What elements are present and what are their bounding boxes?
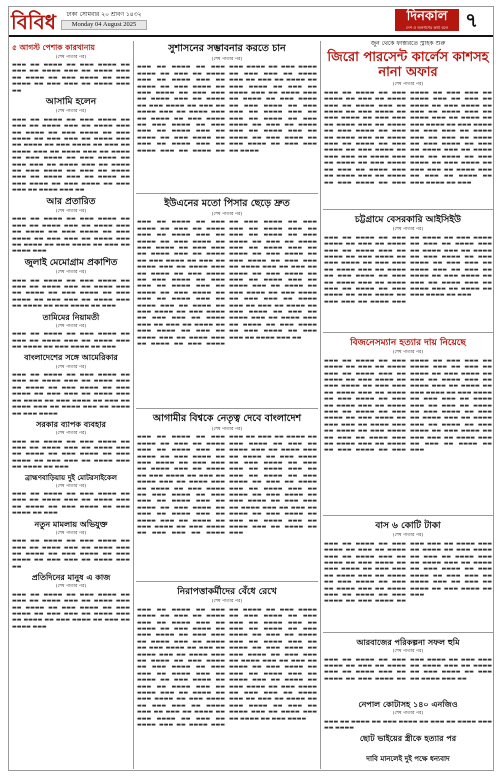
article-body: ▬▬▬ ▬▬ ▬▬▬▬ ▬▬ ▬▬▬ ▬▬▬▬ ▬▬ ▬▬▬ ▬▬ ▬▬▬▬ ▬▬▬ ▬▬ ▬▬▬▬ ▬▬▬ ▬▬ ▬▬▬▬ ▬▬ ▬▬▬ ▬▬▬▬ ▬▬ ▬▬▬ ▬▬▬▬ ▬▬ ▬▬▬ ▬▬▬ ▬▬ ▬▬▬▬ ▬▬▬ ▬▬ ▬▬▬▬ ▬▬ ▬▬▬ ▬▬▬▬ ▬▬ ▬▬▬ ▬▬ ▬▬▬▬ ▬▬▬ [12, 216, 130, 255]
headline-rescue: দাবি মানলেই দুই পক্ষে ধন্যবাদ [366, 755, 450, 763]
section-tag: বিবিধ [11, 10, 56, 34]
byline: (শেষ পাতার পর) [55, 483, 87, 489]
article-body: ▬▬▬ ▬▬ ▬▬▬▬ ▬▬ ▬▬▬ ▬▬▬▬ ▬▬ ▬▬▬ ▬▬ ▬▬▬▬ ▬▬▬ ▬▬ ▬▬▬▬ ▬▬▬ ▬▬ ▬▬▬▬ ▬▬ ▬▬▬ ▬▬▬▬ ▬▬ ▬▬▬ ▬▬▬▬ ▬▬ ▬▬▬ ▬▬▬ ▬▬ ▬▬▬▬ ▬▬▬ ▬▬ ▬▬▬▬ ▬▬ ▬▬▬ [12, 438, 130, 471]
headline-nepal: নেপাল কোটাসহ ১৪০ এনজিও [358, 700, 458, 709]
logo-tagline: দেশ ও জনগণের কথা বলে [405, 25, 449, 30]
article-body: ▬▬▬ ▬▬ ▬▬▬▬ ▬▬ ▬▬▬ ▬▬▬▬ ▬▬ ▬▬▬ ▬▬ ▬▬▬▬ ▬▬▬ ▬▬ ▬▬▬▬ [324, 718, 492, 729]
article-body: ▬▬▬ ▬▬ ▬▬▬▬ ▬▬ ▬▬▬ ▬▬▬▬ ▬▬ ▬▬▬ ▬▬ ▬▬▬▬ ▬▬▬ ▬▬ ▬▬▬▬ ▬▬▬ ▬▬ ▬▬▬▬ ▬▬ ▬▬▬ ▬▬▬▬ ▬▬ ▬▬▬ ▬▬▬▬ ▬▬ ▬▬▬ ▬▬▬ ▬▬ ▬▬▬▬ ▬▬▬ ▬▬ [12, 62, 130, 94]
byline: (শেষ পাতার পর) [392, 350, 424, 356]
headline-accused: আসামি হলেন [45, 97, 97, 108]
date-bangla: ঢাকা সোমবার ২০ শ্রাবণ ১৪৩২ [66, 11, 142, 18]
article-body: ▬▬▬ ▬▬ ▬▬▬▬ ▬▬ ▬▬▬ ▬▬▬▬ ▬▬ ▬▬▬ ▬▬ ▬▬▬▬ ▬▬▬ ▬▬ ▬▬▬▬ ▬▬▬ ▬▬ ▬▬▬▬ ▬▬ ▬▬▬ ▬▬▬▬ ▬▬ ▬▬▬ ▬▬▬▬ ▬▬ ▬▬▬ ▬▬▬ ▬▬ ▬▬▬▬ ▬▬▬ ▬▬ ▬▬▬▬ ▬▬ ▬▬▬ ▬▬▬▬ ▬▬ ▬▬▬ ▬▬ ▬▬▬▬ ▬▬▬ ▬▬ ▬▬▬▬ ▬▬▬ ▬▬ ▬▬▬▬ ▬▬ ▬▬▬ ▬▬▬▬ ▬▬ ▬▬▬ ▬▬▬▬ ▬▬ ▬▬▬ ▬▬▬ ▬▬ ▬▬▬▬ ▬▬▬ ▬▬ ▬▬▬▬ ▬▬ ▬▬▬ ▬▬▬▬ ▬▬ ▬▬▬ ▬▬ ▬▬▬▬ ▬▬▬ ▬▬ ▬▬▬▬ ▬▬▬ ▬▬ ▬▬▬▬ ▬▬ ▬▬▬ ▬▬▬▬ ▬▬ ▬▬▬ ▬▬▬▬ ▬▬ ▬▬▬ ▬▬▬ ▬▬ ▬▬▬▬ ▬▬▬ ▬▬ ▬▬▬ ▬▬ ▬▬▬▬ ▬▬ ▬▬▬ ▬▬▬▬ ▬▬ ▬▬▬ [324, 540, 492, 605]
headline-leadership: আগামীর বিশ্বকে নেতৃত্ব দেবে বাংলাদেশ [152, 413, 302, 424]
story-rescue [324, 752, 492, 769]
headline-reform: সুশাসনের সম্ভাবনার করতে চান [168, 43, 286, 54]
byline: (শেষ পাতার পর) [211, 211, 243, 217]
article-body: ▬▬▬ ▬▬ ▬▬▬▬ ▬▬ ▬▬▬ ▬▬▬▬ ▬▬ ▬▬▬ ▬▬ ▬▬▬▬ ▬▬▬ ▬▬ ▬▬▬▬ ▬▬▬ ▬▬ ▬▬▬▬ ▬▬ ▬▬▬ ▬▬▬▬ ▬▬ ▬▬▬ ▬▬▬▬ ▬▬ ▬▬▬ ▬▬▬ ▬▬ ▬▬▬▬ ▬▬▬ ▬▬ ▬▬▬▬ ▬▬ ▬▬▬ ▬▬▬▬ ▬▬ ▬▬▬ ▬▬ ▬▬▬▬ ▬▬▬ ▬▬ ▬▬▬▬ ▬▬▬ ▬▬ ▬▬▬▬ ▬▬ ▬▬▬ ▬▬▬▬ [12, 372, 130, 417]
headline-killing: ৫ আগস্ট পেশাক কারখানায় [12, 43, 95, 52]
headline-lead: জিরো পারসেন্ট কার্লেস কাশসহ নানা অফার [327, 50, 489, 81]
headline-hasina: বাংলাদেশের সঙ্গে আমেরিকার [24, 353, 118, 363]
story-crore [324, 518, 492, 630]
headline-brahman: ব্রাহ্মণবাড়িয়ায় দুই মোটরসাইকেল [25, 473, 117, 482]
headline-bank: আরবাজের পরিকল্পনা সফল হুমি [356, 638, 460, 647]
lead-kicker: জুন থেকে ফাক্টরিতে স্ট্রাইক শুরু [370, 41, 446, 47]
headline-ctg: চট্টগ্রামে বেসরকারি আইসিইউ [354, 215, 462, 225]
date-english: Monday 04 August 2025 [61, 20, 147, 30]
byline: (শেষ পাতার পর) [55, 584, 87, 590]
section-divider [323, 332, 494, 333]
date-strip [61, 11, 147, 30]
masthead-rule [9, 35, 494, 37]
byline: (শেষ পাতার পর) [55, 530, 87, 536]
newspaper-page [8, 6, 494, 771]
article-body: ▬▬▬ ▬▬ ▬▬▬▬ ▬▬ ▬▬▬ ▬▬▬▬ ▬▬ ▬▬▬ ▬▬ ▬▬▬▬ ▬▬▬ ▬▬ ▬▬▬▬ ▬▬▬ ▬▬ ▬▬▬▬ ▬▬ ▬▬▬ ▬▬▬▬ ▬▬ ▬▬▬ ▬▬▬▬ ▬▬ ▬▬▬ ▬▬▬ ▬▬ ▬▬▬▬ ▬▬▬ ▬▬ ▬▬▬▬ ▬▬ ▬▬▬ ▬▬▬▬ ▬▬ ▬▬▬ ▬▬ ▬▬▬▬ ▬▬▬ ▬▬ ▬▬▬▬ ▬▬▬ ▬▬ ▬▬▬▬ ▬▬ ▬▬▬ ▬▬▬▬ ▬▬ ▬▬▬ ▬▬▬▬ ▬▬ ▬▬▬ ▬▬▬ ▬▬ ▬▬▬▬ ▬▬▬ ▬▬ ▬▬▬▬ ▬▬ ▬▬▬ ▬▬▬▬ ▬▬ ▬▬▬ ▬▬ ▬▬▬▬ ▬▬▬ ▬▬ ▬▬▬▬ ▬▬▬ ▬▬ ▬▬▬▬ ▬▬ ▬▬▬ ▬▬▬▬ ▬▬ ▬▬▬ ▬▬▬▬ ▬▬ ▬▬▬ ▬▬▬ ▬▬ ▬▬▬▬ ▬▬▬ ▬▬ ▬▬▬ ▬▬ ▬▬▬▬ ▬▬ ▬▬▬ ▬▬▬▬ ▬▬ ▬▬▬ ▬▬ ▬▬▬▬ ▬▬▬ ▬▬ ▬▬▬▬ ▬▬▬ ▬▬ ▬▬▬▬ ▬▬ ▬▬▬ ▬▬▬▬ ▬▬ ▬▬▬ ▬▬▬▬ ▬▬ ▬▬▬ ▬▬▬ ▬▬ ▬▬▬▬ ▬▬▬ ▬▬ ▬▬▬ ▬▬ ▬▬▬▬ ▬▬ ▬▬▬ ▬▬▬▬ ▬▬ ▬▬▬ ▬▬ ▬▬▬▬ ▬▬▬ ▬▬ ▬▬▬▬ ▬▬▬ ▬▬ ▬▬▬▬ ▬▬ ▬▬▬ ▬▬▬▬ ▬▬ ▬▬▬ ▬▬▬▬ ▬▬ ▬▬▬ ▬▬▬ ▬▬ ▬▬▬▬ ▬▬▬ ▬▬ ▬▬▬ ▬▬ ▬▬▬▬ ▬▬ ▬▬▬ ▬▬▬▬ ▬▬ ▬▬▬ [324, 89, 492, 186]
byline: (শেষ পাতার পর) [392, 533, 424, 539]
article-body: ▬▬▬ ▬▬ ▬▬▬▬ ▬▬ ▬▬▬ ▬▬▬▬ ▬▬ ▬▬▬ ▬▬ ▬▬▬▬ ▬▬▬ ▬▬ ▬▬▬▬ ▬▬▬ ▬▬ ▬▬▬▬ ▬▬ ▬▬▬ ▬▬▬▬ ▬▬ ▬▬▬ ▬▬▬▬ ▬▬ ▬▬▬ ▬▬▬ ▬▬ ▬▬▬▬ ▬▬▬ ▬▬ ▬▬▬▬ ▬▬ ▬▬▬ ▬▬▬▬ ▬▬ ▬▬▬ ▬▬ ▬▬▬▬ ▬▬▬ [12, 591, 130, 630]
headline-murder: বিজনেসম্যান হত্যার দায় নিয়েছে [350, 338, 466, 348]
article-body: ▬▬▬ ▬▬ ▬▬▬▬ ▬▬ ▬▬▬ ▬▬▬▬ ▬▬ ▬▬▬ ▬▬ ▬▬▬▬ ▬▬▬ ▬▬ ▬▬▬▬ ▬▬▬ ▬▬ ▬▬▬▬ ▬▬ ▬▬▬ ▬▬▬▬ ▬▬ ▬▬▬ ▬▬▬▬ ▬▬ ▬▬▬ ▬▬▬ ▬▬ ▬▬▬▬ ▬▬▬ ▬▬ ▬▬▬▬ ▬▬ ▬▬▬ ▬▬▬▬ ▬▬ ▬▬▬ ▬▬ ▬▬▬▬ ▬▬▬ ▬▬ ▬▬▬▬ ▬▬▬ ▬▬ ▬▬▬▬ ▬▬ ▬▬▬ ▬▬▬▬ ▬▬ ▬▬▬ ▬▬▬▬ ▬▬ ▬▬▬ ▬▬▬ ▬▬ ▬▬▬▬ ▬▬▬ ▬▬ ▬▬▬▬ ▬▬ ▬▬▬ ▬▬▬▬ ▬▬ ▬▬▬ ▬▬ ▬▬▬▬ ▬▬▬ ▬▬ ▬▬▬▬ ▬▬▬ ▬▬ ▬▬▬▬ ▬▬ ▬▬▬ ▬▬▬▬ ▬▬ ▬▬▬ ▬▬▬▬ ▬▬ ▬▬▬ ▬▬▬ ▬▬ ▬▬▬▬ ▬▬▬ ▬▬ ▬▬▬ ▬▬ ▬▬▬▬ ▬▬ ▬▬▬ ▬▬▬▬ ▬▬ ▬▬▬ ▬▬ ▬▬▬▬ ▬▬▬ ▬▬ ▬▬▬▬ ▬▬▬ ▬▬ ▬▬▬▬ ▬▬ ▬▬▬ ▬▬▬▬ ▬▬ ▬▬▬ ▬▬▬▬ ▬▬ ▬▬▬ ▬▬▬ ▬▬ ▬▬▬▬ ▬▬▬ ▬▬ ▬▬▬ ▬▬ ▬▬▬▬ ▬▬ ▬▬▬ ▬▬▬▬ ▬▬ ▬▬▬ ▬▬ ▬▬▬▬ ▬▬▬ ▬▬ ▬▬▬▬ ▬▬▬ ▬▬ ▬▬▬▬ ▬▬ ▬▬▬ ▬▬▬▬ ▬▬ ▬▬▬ ▬▬▬▬ ▬▬ ▬▬▬ ▬▬▬ ▬▬ ▬▬▬▬ ▬▬▬ ▬▬ ▬▬▬ ▬▬ ▬▬▬▬ ▬▬ ▬▬▬ ▬▬▬▬ ▬▬ ▬▬▬ ▬▬ ▬▬▬▬ ▬▬▬ ▬▬ ▬▬▬▬ ▬▬▬ ▬▬ ▬▬▬▬ ▬▬ ▬▬▬ ▬▬▬▬ ▬▬ ▬▬▬ ▬▬▬▬ ▬▬ ▬▬▬ ▬▬▬ ▬▬ ▬▬▬▬ ▬▬▬ ▬▬ ▬▬▬ ▬▬ ▬▬▬▬ ▬▬ ▬▬▬ ▬▬▬▬ ▬▬ ▬▬▬ ▬▬ ▬▬▬▬ ▬▬▬ ▬▬ ▬▬▬▬ ▬▬▬ ▬▬ ▬▬▬▬ ▬▬ ▬▬▬ ▬▬▬▬ [137, 606, 317, 729]
section-divider [323, 209, 494, 210]
article-body: ▬▬▬ ▬▬ ▬▬▬▬ ▬▬ ▬▬▬ ▬▬▬▬ ▬▬ ▬▬▬ ▬▬ ▬▬▬▬ ▬▬▬ ▬▬ ▬▬▬▬ ▬▬▬ ▬▬ ▬▬▬▬ ▬▬ ▬▬▬ ▬▬▬▬ ▬▬ ▬▬▬ ▬▬▬▬ ▬▬ ▬▬▬ ▬▬▬ ▬▬ ▬▬▬▬ ▬▬▬ ▬▬ ▬▬▬▬ ▬▬ ▬▬▬ ▬▬▬▬ ▬▬ ▬▬▬ [12, 277, 130, 310]
byline: (শেষ পাতার পর) [211, 56, 243, 62]
story-ctg [324, 212, 492, 330]
section-divider [136, 581, 318, 582]
column-divider [320, 41, 321, 769]
headline-floods: ছোট ভাইয়ের স্ত্রীকে হত্যার পর [359, 734, 457, 743]
article-body: ▬▬▬ ▬▬ ▬▬▬▬ ▬▬ ▬▬▬ ▬▬▬▬ ▬▬ ▬▬▬ ▬▬ ▬▬▬▬ ▬▬▬ ▬▬ ▬▬▬▬ ▬▬▬ ▬▬ ▬▬▬▬ ▬▬ ▬▬▬ ▬▬▬▬ ▬▬ ▬▬▬ ▬▬▬▬ ▬▬ ▬▬▬ [12, 490, 130, 517]
headline-pratik: প্রতিদিনের মানুষ এ কাজ [31, 573, 111, 583]
column-left [12, 41, 130, 769]
logo-text: দিনকাল [406, 9, 448, 24]
section-divider [323, 632, 494, 633]
byline: (শেষ পাতার পর) [55, 323, 87, 329]
story-bank [324, 635, 492, 695]
story-murder [324, 335, 492, 513]
story-interim [137, 196, 317, 406]
story-nepal [324, 697, 492, 729]
byline: (শেষ পাতার পর) [211, 426, 243, 432]
byline: (শেষ পাতার পর) [211, 599, 243, 605]
headline-security: নিরাপত্তাকর্মীদের বেঁধে রেখে [177, 587, 277, 597]
story-floods [324, 731, 492, 751]
story-reform [137, 41, 317, 191]
byline: (শেষ পাতার পর) [55, 54, 87, 60]
headline-july: জুলাই মেমোগ্রাম প্রকাশিত [24, 257, 118, 268]
article-body: ▬▬▬ ▬▬ ▬▬▬▬ ▬▬ ▬▬▬ ▬▬▬▬ ▬▬ ▬▬▬ ▬▬ ▬▬▬▬ ▬▬▬ ▬▬ ▬▬▬▬ ▬▬▬ ▬▬ ▬▬▬▬ ▬▬ ▬▬▬ ▬▬▬▬ ▬▬ ▬▬▬ ▬▬▬▬ ▬▬ ▬▬▬ ▬▬▬ ▬▬ ▬▬▬▬ ▬▬▬ ▬▬ [12, 538, 130, 570]
byline: (শেষ পাতার পর) [392, 82, 424, 88]
story-leadership [137, 411, 317, 579]
article-body: ▬▬▬ ▬▬ ▬▬▬▬ ▬▬ ▬▬▬ ▬▬▬▬ ▬▬ ▬▬▬ ▬▬ ▬▬▬▬ ▬▬▬ ▬▬ ▬▬▬▬ ▬▬▬ ▬▬ ▬▬▬▬ ▬▬ ▬▬▬ ▬▬▬▬ ▬▬ ▬▬▬ ▬▬▬▬ ▬▬ ▬▬▬ ▬▬▬ ▬▬ ▬▬▬▬ ▬▬▬ ▬▬ ▬▬▬▬ ▬▬ ▬▬▬ ▬▬▬▬ ▬▬ ▬▬▬ ▬▬ ▬▬▬▬ ▬▬▬ ▬▬ ▬▬▬▬ ▬▬▬ ▬▬ ▬▬▬▬ ▬▬ ▬▬▬ ▬▬▬▬ ▬▬ ▬▬▬ ▬▬▬▬ ▬▬ ▬▬▬ ▬▬▬ ▬▬ ▬▬▬▬ ▬▬▬ ▬▬ ▬▬▬▬ ▬▬ ▬▬▬ ▬▬▬▬ ▬▬ ▬▬▬ ▬▬ ▬▬▬▬ ▬▬▬ ▬▬ ▬▬▬▬ ▬▬▬ ▬▬ ▬▬▬▬ ▬▬ ▬▬▬ ▬▬▬▬ ▬▬ ▬▬▬ ▬▬▬▬ ▬▬ ▬▬▬ ▬▬▬ ▬▬ ▬▬▬▬ ▬▬▬ ▬▬ ▬▬▬ ▬▬ ▬▬▬▬ ▬▬ ▬▬▬ ▬▬▬▬ ▬▬ ▬▬▬ ▬▬ ▬▬▬▬ ▬▬▬ ▬▬ ▬▬▬▬ ▬▬▬ ▬▬ ▬▬▬▬ ▬▬ ▬▬▬ ▬▬▬▬ ▬▬ ▬▬▬ ▬▬▬▬ ▬▬ ▬▬▬ ▬▬▬ ▬▬ ▬▬▬▬ ▬▬▬ ▬▬ ▬▬▬ ▬▬ ▬▬▬▬ ▬▬ ▬▬▬ ▬▬▬▬ ▬▬ ▬▬▬ ▬▬ ▬▬▬▬ ▬▬▬ ▬▬ ▬▬▬▬ ▬▬▬ ▬▬ ▬▬▬▬ ▬▬ ▬▬▬ ▬▬▬▬ ▬▬ ▬▬▬ ▬▬▬▬ ▬▬ ▬▬▬ ▬▬▬ ▬▬ ▬▬▬▬ ▬▬▬ ▬▬ ▬▬▬ ▬▬ ▬▬▬▬ ▬▬ ▬▬▬ ▬▬▬▬ ▬▬ ▬▬▬ ▬▬ ▬▬▬▬ ▬▬▬ ▬▬ ▬▬▬▬ ▬▬▬ ▬▬ ▬▬▬▬ ▬▬ ▬▬▬ [137, 434, 317, 537]
section-divider [136, 408, 318, 409]
byline: (শেষ পাতার পর) [55, 109, 87, 115]
byline: (শেষ পাতার পর) [392, 711, 424, 717]
byline: (শেষ পাতার পর) [392, 227, 424, 233]
article-body: ▬▬▬ ▬▬ ▬▬▬▬ ▬▬ ▬▬▬ ▬▬▬▬ ▬▬ ▬▬▬ ▬▬ ▬▬▬▬ ▬▬▬ ▬▬ ▬▬▬▬ ▬▬▬ ▬▬ ▬▬▬▬ ▬▬ ▬▬▬ ▬▬▬▬ ▬▬ ▬▬▬ ▬▬▬▬ ▬▬ ▬▬▬ ▬▬▬ ▬▬ ▬▬▬▬ ▬▬▬ ▬▬ ▬▬▬▬ ▬▬ ▬▬▬ ▬▬▬▬ ▬▬ ▬▬▬ ▬▬ ▬▬▬▬ ▬▬▬ ▬▬ ▬▬▬▬ ▬▬▬ ▬▬ ▬▬▬▬ ▬▬ ▬▬▬ ▬▬▬▬ ▬▬ ▬▬▬ ▬▬▬▬ ▬▬ ▬▬▬ ▬▬▬ ▬▬ ▬▬▬▬ ▬▬▬ ▬▬ ▬▬▬▬ ▬▬ ▬▬▬ ▬▬▬▬ ▬▬ ▬▬▬ ▬▬ ▬▬▬▬ ▬▬▬ ▬▬ ▬▬▬▬ ▬▬▬ ▬▬ ▬▬▬▬ ▬▬ ▬▬▬ ▬▬▬▬ ▬▬ ▬▬▬ ▬▬▬▬ ▬▬ ▬▬▬ ▬▬▬ ▬▬ ▬▬▬▬ ▬▬▬ ▬▬ ▬▬▬ ▬▬ ▬▬▬▬ ▬▬ ▬▬▬ ▬▬▬▬ ▬▬ ▬▬▬ ▬▬ ▬▬▬▬ ▬▬▬ ▬▬ ▬▬▬▬ ▬▬▬ ▬▬ ▬▬▬▬ ▬▬ ▬▬▬ ▬▬▬▬ ▬▬ ▬▬▬ ▬▬▬▬ ▬▬ ▬▬▬ ▬▬▬ ▬▬ ▬▬▬▬ ▬▬▬ ▬▬ ▬▬▬ ▬▬ ▬▬▬▬ ▬▬ ▬▬▬ ▬▬▬▬ ▬▬ ▬▬▬ ▬▬ ▬▬▬▬ ▬▬▬ ▬▬ ▬▬▬▬ ▬▬▬ ▬▬ ▬▬▬▬ ▬▬ ▬▬▬ ▬▬▬▬ ▬▬ ▬▬▬ ▬▬▬▬ ▬▬ ▬▬▬ ▬▬▬ ▬▬ ▬▬▬▬ ▬▬▬ ▬▬ ▬▬▬ ▬▬ ▬▬▬▬ ▬▬ ▬▬▬ ▬▬▬▬ ▬▬ ▬▬▬ ▬▬ ▬▬▬▬ ▬▬▬ ▬▬ ▬▬▬▬ ▬▬▬ ▬▬ ▬▬▬▬ ▬▬ ▬▬▬ ▬▬▬▬ ▬▬ ▬▬▬ ▬▬▬▬ ▬▬ ▬▬▬ ▬▬▬ ▬▬ ▬▬▬▬ ▬▬▬ ▬▬ ▬▬▬ ▬▬ ▬▬▬▬ ▬▬ ▬▬▬ ▬▬▬▬ ▬▬ ▬▬▬ ▬▬ ▬▬▬▬ ▬▬▬ ▬▬ ▬▬▬▬ ▬▬▬ ▬▬ ▬▬▬▬ ▬▬ ▬▬▬ ▬▬▬▬ ▬▬ ▬▬▬ ▬▬▬▬ ▬▬ ▬▬▬ ▬▬▬ ▬▬ ▬▬▬▬ ▬▬▬ ▬▬ [137, 219, 317, 348]
headline-cheating: আর প্রতারিত [46, 196, 96, 207]
byline: (শেষ পাতার পর) [55, 209, 87, 215]
headline-crore: বাস ৬ কোটি টাকা [375, 521, 441, 531]
headline-new-case: নতুন মামলায় অভিযুক্ত [34, 519, 108, 529]
headline-tamim: তামিমের নিয়ামতী [42, 312, 100, 322]
byline: (শেষ পাতার পর) [55, 270, 87, 276]
byline: (শেষ পাতার পর) [55, 431, 87, 437]
article-body: ▬▬▬ ▬▬ ▬▬▬▬ ▬▬ ▬▬▬ ▬▬▬▬ ▬▬ ▬▬▬ ▬▬ ▬▬▬▬ ▬▬▬ ▬▬ ▬▬▬▬ ▬▬▬ ▬▬ ▬▬▬▬ ▬▬ ▬▬▬ ▬▬▬▬ ▬▬ ▬▬▬ ▬▬▬▬ ▬▬ ▬▬▬ ▬▬▬ ▬▬ ▬▬▬▬ ▬▬▬ ▬▬ ▬▬▬▬ ▬▬ ▬▬▬ ▬▬▬▬ ▬▬ ▬▬▬ ▬▬ ▬▬▬▬ ▬▬▬ ▬▬ [324, 656, 492, 682]
article-body: ▬▬▬ ▬▬ ▬▬▬▬ ▬▬ ▬▬▬ ▬▬▬▬ ▬▬ ▬▬▬ ▬▬ ▬▬▬▬ ▬▬▬ ▬▬ ▬▬▬▬ ▬▬▬ ▬▬ ▬▬▬▬ ▬▬ ▬▬▬ ▬▬▬▬ ▬▬ ▬▬▬ ▬▬▬▬ ▬▬ ▬▬▬ ▬▬▬ ▬▬ ▬▬▬▬ ▬▬▬ ▬▬ ▬▬▬▬ ▬▬ ▬▬▬ ▬▬▬▬ ▬▬ ▬▬▬ ▬▬ ▬▬▬▬ ▬▬▬ ▬▬ ▬▬▬▬ ▬▬▬ ▬▬ ▬▬▬▬ ▬▬ ▬▬▬ ▬▬▬▬ ▬▬ ▬▬▬ ▬▬▬▬ ▬▬ ▬▬▬ ▬▬▬ ▬▬ ▬▬▬▬ ▬▬▬ ▬▬ ▬▬▬▬ ▬▬ ▬▬▬ ▬▬▬▬ ▬▬ ▬▬▬ ▬▬ ▬▬▬▬ ▬▬▬ ▬▬ ▬▬▬▬ ▬▬▬ ▬▬ ▬▬▬▬ ▬▬ ▬▬▬ ▬▬▬▬ ▬▬ ▬▬▬ ▬▬▬▬ ▬▬ ▬▬▬ ▬▬▬ ▬▬ ▬▬▬▬ ▬▬▬ ▬▬ ▬▬▬ ▬▬ ▬▬▬▬ ▬▬ ▬▬▬ ▬▬▬▬ ▬▬ ▬▬▬ ▬▬ ▬▬▬▬ ▬▬▬ ▬▬ ▬▬▬▬ ▬▬▬ ▬▬ ▬▬▬▬ ▬▬ ▬▬▬ ▬▬▬▬ ▬▬ ▬▬▬ ▬▬▬▬ ▬▬ ▬▬▬ ▬▬▬ ▬▬ ▬▬▬▬ ▬▬▬ ▬▬ ▬▬▬ ▬▬ ▬▬▬▬ ▬▬ ▬▬▬ ▬▬▬▬ ▬▬ ▬▬▬ ▬▬ ▬▬▬▬ ▬▬▬ ▬▬ ▬▬▬▬ ▬▬▬ ▬▬ ▬▬▬▬ ▬▬ ▬▬▬ ▬▬▬▬ ▬▬ ▬▬▬ ▬▬▬▬ ▬▬ ▬▬▬ ▬▬▬ ▬▬ ▬▬▬▬ ▬▬▬ ▬▬ ▬▬▬ ▬▬ ▬▬▬▬ ▬▬ ▬▬▬ [324, 357, 492, 454]
byline: (শেষ পাতার পর) [392, 649, 424, 655]
headline-drama: সরকার ব্যাপক ব্যবহার [36, 419, 106, 429]
headline-interim: ইউএনের মতো পিসার ছেড়ে দ্রুত [164, 198, 290, 209]
section-divider [136, 193, 318, 194]
article-body: ▬▬▬ ▬▬ ▬▬▬▬ ▬▬ ▬▬▬ ▬▬▬▬ ▬▬ ▬▬▬ ▬▬ ▬▬▬▬ ▬▬▬ ▬▬ ▬▬▬▬ ▬▬▬ ▬▬ ▬▬▬▬ ▬▬ ▬▬▬ ▬▬▬▬ ▬▬ ▬▬▬ [12, 331, 130, 351]
column-divider [133, 41, 134, 769]
article-body: ▬▬▬ ▬▬ ▬▬▬▬ ▬▬ ▬▬▬ ▬▬▬▬ ▬▬ ▬▬▬ ▬▬ ▬▬▬▬ ▬▬▬ ▬▬ ▬▬▬▬ ▬▬▬ ▬▬ ▬▬▬▬ ▬▬ ▬▬▬ ▬▬▬▬ ▬▬ ▬▬▬ ▬▬▬▬ ▬▬ ▬▬▬ ▬▬▬ ▬▬ ▬▬▬▬ ▬▬▬ ▬▬ ▬▬▬▬ ▬▬ ▬▬▬ ▬▬▬▬ ▬▬ ▬▬▬ ▬▬ ▬▬▬▬ ▬▬▬ ▬▬ ▬▬▬▬ ▬▬▬ ▬▬ ▬▬▬▬ ▬▬ ▬▬▬ ▬▬▬▬ ▬▬ ▬▬▬ ▬▬▬▬ ▬▬ ▬▬▬ ▬▬▬ ▬▬ ▬▬▬▬ ▬▬▬ ▬▬ ▬▬▬▬ ▬▬ ▬▬▬ ▬▬▬▬ ▬▬ ▬▬▬ ▬▬ ▬▬▬▬ ▬▬▬ ▬▬ ▬▬▬▬ ▬▬▬ ▬▬ ▬▬▬▬ ▬▬ ▬▬▬ ▬▬▬▬ ▬▬ ▬▬▬ ▬▬▬▬ ▬▬ ▬▬▬ ▬▬▬ ▬▬ ▬▬▬▬ ▬▬▬ ▬▬ [12, 116, 130, 194]
newspaper-logo [395, 9, 459, 31]
story-security [137, 584, 317, 769]
section-divider [323, 515, 494, 516]
page-number: ৭ [465, 8, 479, 32]
article-body: ▬▬▬ ▬▬ ▬▬▬▬ ▬▬ ▬▬▬ ▬▬▬▬ ▬▬ ▬▬▬ ▬▬ ▬▬▬▬ ▬▬▬ ▬▬ ▬▬▬▬ ▬▬▬ ▬▬ ▬▬▬▬ ▬▬ ▬▬▬ ▬▬▬▬ ▬▬ ▬▬▬ ▬▬▬▬ ▬▬ ▬▬▬ ▬▬▬ ▬▬ ▬▬▬▬ ▬▬▬ ▬▬ ▬▬▬▬ ▬▬ ▬▬▬ ▬▬▬▬ ▬▬ ▬▬▬ ▬▬ ▬▬▬▬ ▬▬▬ ▬▬ ▬▬▬▬ ▬▬▬ ▬▬ ▬▬▬▬ ▬▬ ▬▬▬ ▬▬▬▬ ▬▬ ▬▬▬ ▬▬▬▬ ▬▬ ▬▬▬ ▬▬▬ ▬▬ ▬▬▬▬ ▬▬▬ ▬▬ ▬▬▬▬ ▬▬ ▬▬▬ ▬▬▬▬ ▬▬ ▬▬▬ ▬▬ ▬▬▬▬ ▬▬▬ ▬▬ ▬▬▬▬ ▬▬▬ ▬▬ ▬▬▬▬ ▬▬ ▬▬▬ ▬▬▬▬ ▬▬ ▬▬▬ ▬▬▬▬ ▬▬ ▬▬▬ ▬▬▬ ▬▬ ▬▬▬▬ ▬▬▬ ▬▬ ▬▬▬ ▬▬ ▬▬▬▬ ▬▬ ▬▬▬ ▬▬▬▬ ▬▬ ▬▬▬ ▬▬ ▬▬▬▬ ▬▬▬ ▬▬ ▬▬▬▬ ▬▬▬ ▬▬ ▬▬▬▬ ▬▬ ▬▬▬ ▬▬▬▬ ▬▬ ▬▬▬ [324, 234, 492, 305]
byline: (শেষ পাতার পর) [55, 364, 87, 370]
article-body: ▬▬▬ ▬▬ ▬▬▬▬ ▬▬ ▬▬▬ ▬▬▬▬ ▬▬ ▬▬▬ ▬▬ ▬▬▬▬ ▬▬▬ ▬▬ ▬▬▬▬ ▬▬▬ ▬▬ ▬▬▬▬ ▬▬ ▬▬▬ ▬▬▬▬ ▬▬ ▬▬▬ ▬▬▬▬ ▬▬ ▬▬▬ ▬▬▬ ▬▬ ▬▬▬▬ ▬▬▬ ▬▬ ▬▬▬▬ ▬▬ ▬▬▬ ▬▬▬▬ ▬▬ ▬▬▬ ▬▬ ▬▬▬▬ ▬▬▬ ▬▬ ▬▬▬▬ ▬▬▬ ▬▬ ▬▬▬▬ ▬▬ ▬▬▬ ▬▬▬▬ ▬▬ ▬▬▬ ▬▬▬▬ ▬▬ ▬▬▬ ▬▬▬ ▬▬ ▬▬▬▬ ▬▬▬ ▬▬ ▬▬▬▬ ▬▬ ▬▬▬ ▬▬▬▬ ▬▬ ▬▬▬ ▬▬ ▬▬▬▬ ▬▬▬ ▬▬ ▬▬▬▬ ▬▬▬ ▬▬ ▬▬▬▬ ▬▬ ▬▬▬ ▬▬▬▬ ▬▬ ▬▬▬ ▬▬▬▬ ▬▬ ▬▬▬ ▬▬▬ ▬▬ ▬▬▬▬ ▬▬▬ ▬▬ ▬▬▬ ▬▬ ▬▬▬▬ ▬▬ ▬▬▬ ▬▬▬▬ ▬▬ ▬▬▬ ▬▬ ▬▬▬▬ ▬▬▬ ▬▬ ▬▬▬▬ ▬▬▬ ▬▬ ▬▬▬▬ ▬▬ ▬▬▬ ▬▬▬▬ ▬▬ ▬▬▬ ▬▬▬▬ ▬▬ ▬▬▬ ▬▬▬ ▬▬ ▬▬▬▬ ▬▬▬ ▬▬ ▬▬▬ ▬▬ ▬▬▬▬ ▬▬ ▬▬▬ ▬▬▬▬ ▬▬ ▬▬▬ ▬▬ ▬▬▬▬ ▬▬▬ ▬▬ ▬▬▬▬ ▬▬▬ ▬▬ ▬▬▬▬ ▬▬ ▬▬▬ ▬▬▬▬ ▬▬ ▬▬▬ ▬▬▬▬ ▬▬ ▬▬▬ ▬▬▬ ▬▬ ▬▬▬▬ [137, 64, 317, 154]
story-lead [324, 41, 492, 206]
